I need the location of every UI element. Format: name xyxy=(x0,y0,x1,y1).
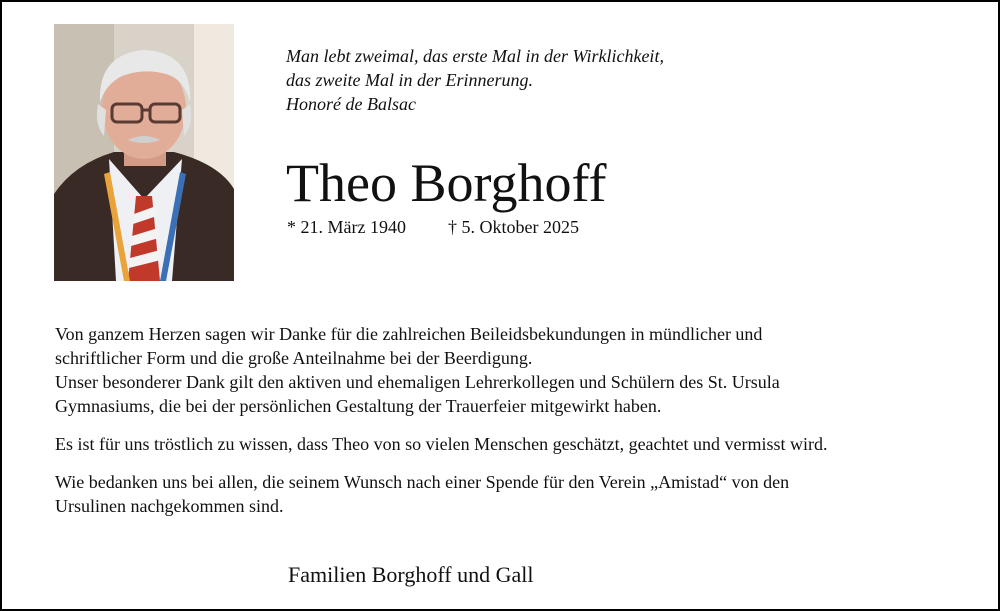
quote-line-2: das zweite Mal in der Erinnerung. xyxy=(286,70,533,90)
signature: Familien Borghoff und Gall xyxy=(288,562,534,587)
message-line: Gymnasiums, die bei der persönlichen Gestaltung der Trauerfeier mitgewirkt haben. xyxy=(55,396,662,416)
quote xyxy=(286,44,664,116)
thank-you-message xyxy=(55,322,975,518)
message-line: Ursulinen nachgekommen sind. xyxy=(55,496,284,516)
life-dates xyxy=(287,215,579,239)
message-line: Es ist für uns tröstlich zu wissen, dass Theo von so vielen Menschen geschätzt, geachtet und vermisst wird. xyxy=(55,434,828,454)
deceased-name: Theo Borghoff xyxy=(286,153,607,213)
message-line: Unser besonderer Dank gilt den aktiven und ehemaligen Lehrerkollegen und Schülern des St. Ursula xyxy=(55,372,780,392)
death-date: † 5. Oktober 2025 xyxy=(447,217,579,237)
portrait-photo xyxy=(54,24,234,281)
message-line: Von ganzem Herzen sagen wir Danke für die zahlreichen Beileidsbekundungen in mündlicher und xyxy=(55,324,763,344)
message-line: Wie bedanken uns bei allen, die seinem Wunsch nach einer Spende für den Verein „Amistad“ von den xyxy=(55,472,790,492)
quote-line-1: Man lebt zweimal, das erste Mal in der Wirklichkeit, xyxy=(286,46,664,66)
message-line: schriftlicher Form und die große Anteilnahme bei der Beerdigung. xyxy=(55,348,533,368)
birth-date: * 21. März 1940 xyxy=(287,217,406,237)
quote-author: Honoré de Balsac xyxy=(286,94,416,114)
portrait-photo-icon xyxy=(54,24,234,281)
